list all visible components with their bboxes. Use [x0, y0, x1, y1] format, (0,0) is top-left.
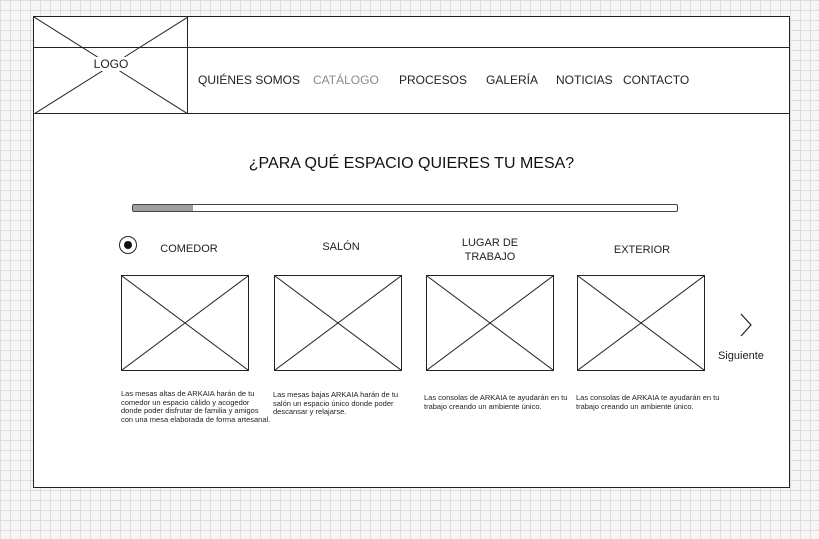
image-cross-icon: [578, 276, 704, 370]
description-lugar-de-trabajo: Las consolas de ARKAIA te ayudarán en tu trabajo creando un ambiente único.: [424, 393, 568, 411]
option-label-salon[interactable]: SALÓN: [322, 241, 360, 253]
logo-placeholder[interactable]: [34, 17, 188, 114]
option-label-line1: LUGAR DE: [461, 237, 519, 249]
logo-label: LOGO: [91, 57, 132, 71]
radio-comedor[interactable]: [119, 236, 137, 254]
description-exterior: Las consolas de ARKAIA te ayudarán en tu trabajo creando un ambiente único.: [576, 393, 720, 411]
nav-noticias[interactable]: NOTICIAS: [556, 73, 613, 87]
image-placeholder-comedor[interactable]: [121, 275, 249, 371]
option-label-lugar-de-trabajo[interactable]: [450, 236, 530, 264]
progress-bar: [132, 204, 678, 212]
nav-procesos[interactable]: PROCESOS: [399, 73, 468, 87]
nav-quienes-somos[interactable]: QUIÉNES SOMOS: [198, 73, 301, 87]
image-placeholder-exterior[interactable]: [577, 275, 705, 371]
next-button[interactable]: Siguiente: [718, 350, 764, 362]
option-label-exterior[interactable]: EXTERIOR: [613, 244, 671, 256]
question-title: ¿PARA QUÉ ESPACIO QUIERES TU MESA?: [248, 155, 575, 172]
description-comedor: Las mesas altas de ARKAIA harán de tu comedor un espacio cálido y acogedor donde poder disfrutar de familia y amigos con una mesa elaborada de forma artesanal.: [121, 389, 271, 424]
description-salon: Las mesas bajas ARKAIA harán de tu salón un espacio único donde poder descansar y relajarse.: [273, 390, 399, 416]
progress-fill: [133, 205, 193, 211]
nav-catalogo[interactable]: CATÁLOGO: [313, 73, 379, 87]
image-cross-icon: [427, 276, 553, 370]
chevron-right-icon[interactable]: [739, 313, 753, 337]
image-cross-icon: [122, 276, 248, 370]
option-label-line2: TRABAJO: [464, 251, 516, 263]
nav-contacto[interactable]: CONTACTO: [623, 73, 690, 87]
image-cross-icon: [275, 276, 401, 370]
nav-galeria[interactable]: GALERÍA: [486, 73, 539, 87]
image-placeholder-salon[interactable]: [274, 275, 402, 371]
option-label-comedor[interactable]: COMEDOR: [160, 243, 218, 255]
wireframe-page: [33, 16, 790, 488]
image-placeholder-lugar-de-trabajo[interactable]: [426, 275, 554, 371]
